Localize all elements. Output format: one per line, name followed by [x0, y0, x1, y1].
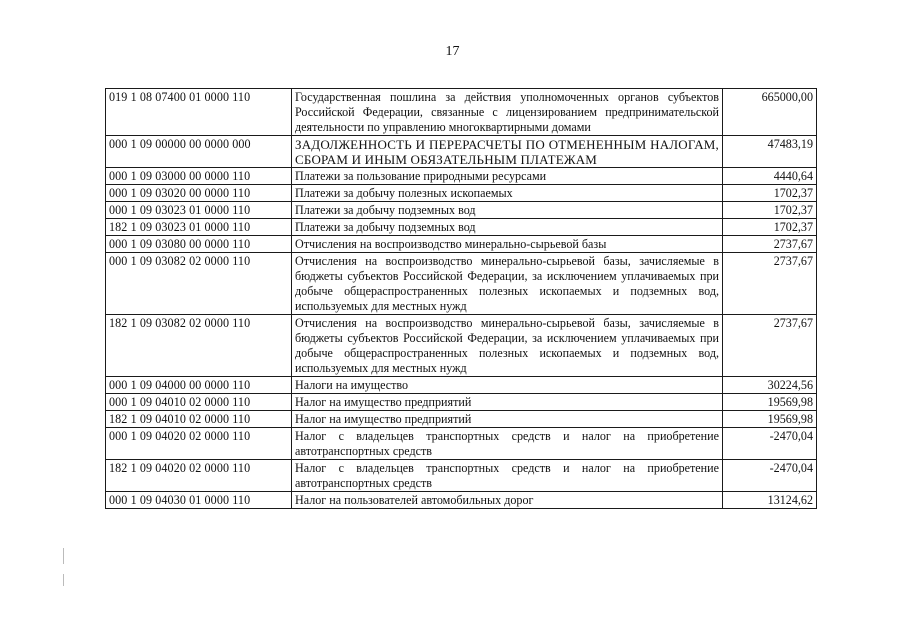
revenue-amount: 1702,37 [723, 202, 817, 219]
revenue-amount: -2470,04 [723, 428, 817, 460]
revenue-code: 000 1 09 04030 01 0000 110 [106, 492, 292, 509]
table-row [106, 253, 817, 315]
revenue-code: 000 1 09 03023 01 0000 110 [106, 202, 292, 219]
revenue-code: 000 1 09 04020 02 0000 110 [106, 428, 292, 460]
budget-revenue-table [105, 88, 817, 509]
revenue-amount: 1702,37 [723, 219, 817, 236]
table-row [106, 460, 817, 492]
scan-margin-mark [63, 574, 64, 586]
revenue-description: Налог на пользователей автомобильных дорог [292, 492, 723, 509]
revenue-amount: -2470,04 [723, 460, 817, 492]
table-row [106, 168, 817, 185]
table-row [106, 89, 817, 136]
revenue-code: 182 1 09 04010 02 0000 110 [106, 411, 292, 428]
revenue-code: 000 1 09 03000 00 0000 110 [106, 168, 292, 185]
revenue-code: 000 1 09 03082 02 0000 110 [106, 253, 292, 315]
scan-margin-mark [63, 548, 64, 564]
revenue-description: Налог на имущество предприятий [292, 411, 723, 428]
revenue-amount: 2737,67 [723, 253, 817, 315]
revenue-code: 000 1 09 03080 00 0000 110 [106, 236, 292, 253]
table-row [106, 315, 817, 377]
table-row [106, 219, 817, 236]
revenue-description: Отчисления на воспроизводство минерально-сырьевой базы [292, 236, 723, 253]
revenue-description: Налог на имущество предприятий [292, 394, 723, 411]
table-row [106, 428, 817, 460]
revenue-amount: 1702,37 [723, 185, 817, 202]
revenue-code: 000 1 09 00000 00 0000 000 [106, 136, 292, 168]
table-row [106, 202, 817, 219]
revenue-amount: 19569,98 [723, 394, 817, 411]
revenue-description: ЗАДОЛЖЕННОСТЬ И ПЕРЕРАСЧЕТЫ ПО ОТМЕНЕННЫМ НАЛОГАМ, СБОРАМ И ИНЫМ ОБЯЗАТЕЛЬНЫМ ПЛАТЕЖАМ [292, 136, 723, 168]
table-row [106, 394, 817, 411]
revenue-amount: 2737,67 [723, 236, 817, 253]
revenue-amount: 665000,00 [723, 89, 817, 136]
revenue-code: 019 1 08 07400 01 0000 110 [106, 89, 292, 136]
revenue-amount: 4440,64 [723, 168, 817, 185]
table-row [106, 492, 817, 509]
revenue-code: 000 1 09 04000 00 0000 110 [106, 377, 292, 394]
revenue-description: Налоги на имущество [292, 377, 723, 394]
revenue-description: Налог с владельцев транспортных средств и налог на приобретение автотранспортных средств [292, 460, 723, 492]
revenue-description: Платежи за добычу полезных ископаемых [292, 185, 723, 202]
revenue-code: 000 1 09 03020 00 0000 110 [106, 185, 292, 202]
table-row [106, 136, 817, 168]
page-number: 17 [445, 44, 460, 59]
revenue-description: Отчисления на воспроизводство минерально-сырьевой базы, зачисляемые в бюджеты субъектов Российской Федерации, за исключением уплачиваемых при добыче общераспространенных полезных ископаемых и подземных вод, используемых для местных нужд [292, 253, 723, 315]
table-row [106, 185, 817, 202]
revenue-description: Отчисления на воспроизводство минерально-сырьевой базы, зачисляемые в бюджеты субъектов Российской Федерации, за исключением уплачиваемых при добыче общераспространенных полезных ископаемых и подземных вод, используемых для местных нужд [292, 315, 723, 377]
table-row [106, 377, 817, 394]
revenue-code: 000 1 09 04010 02 0000 110 [106, 394, 292, 411]
revenue-description: Платежи за добычу подземных вод [292, 219, 723, 236]
revenue-description: Платежи за добычу подземных вод [292, 202, 723, 219]
revenue-description: Налог с владельцев транспортных средств и налог на приобретение автотранспортных средств [292, 428, 723, 460]
revenue-code: 182 1 09 03082 02 0000 110 [106, 315, 292, 377]
revenue-amount: 47483,19 [723, 136, 817, 168]
table-row [106, 236, 817, 253]
revenue-description: Платежи за пользование природными ресурсами [292, 168, 723, 185]
revenue-amount: 13124,62 [723, 492, 817, 509]
revenue-amount: 19569,98 [723, 411, 817, 428]
revenue-description: Государственная пошлина за действия уполномоченных органов субъектов Российской Федерации, связанные с лицензированием предпринимательской деятельности по управлению многоквартирными домами [292, 89, 723, 136]
revenue-amount: 2737,67 [723, 315, 817, 377]
revenue-amount: 30224,56 [723, 377, 817, 394]
table-row [106, 411, 817, 428]
revenue-code: 182 1 09 04020 02 0000 110 [106, 460, 292, 492]
revenue-code: 182 1 09 03023 01 0000 110 [106, 219, 292, 236]
